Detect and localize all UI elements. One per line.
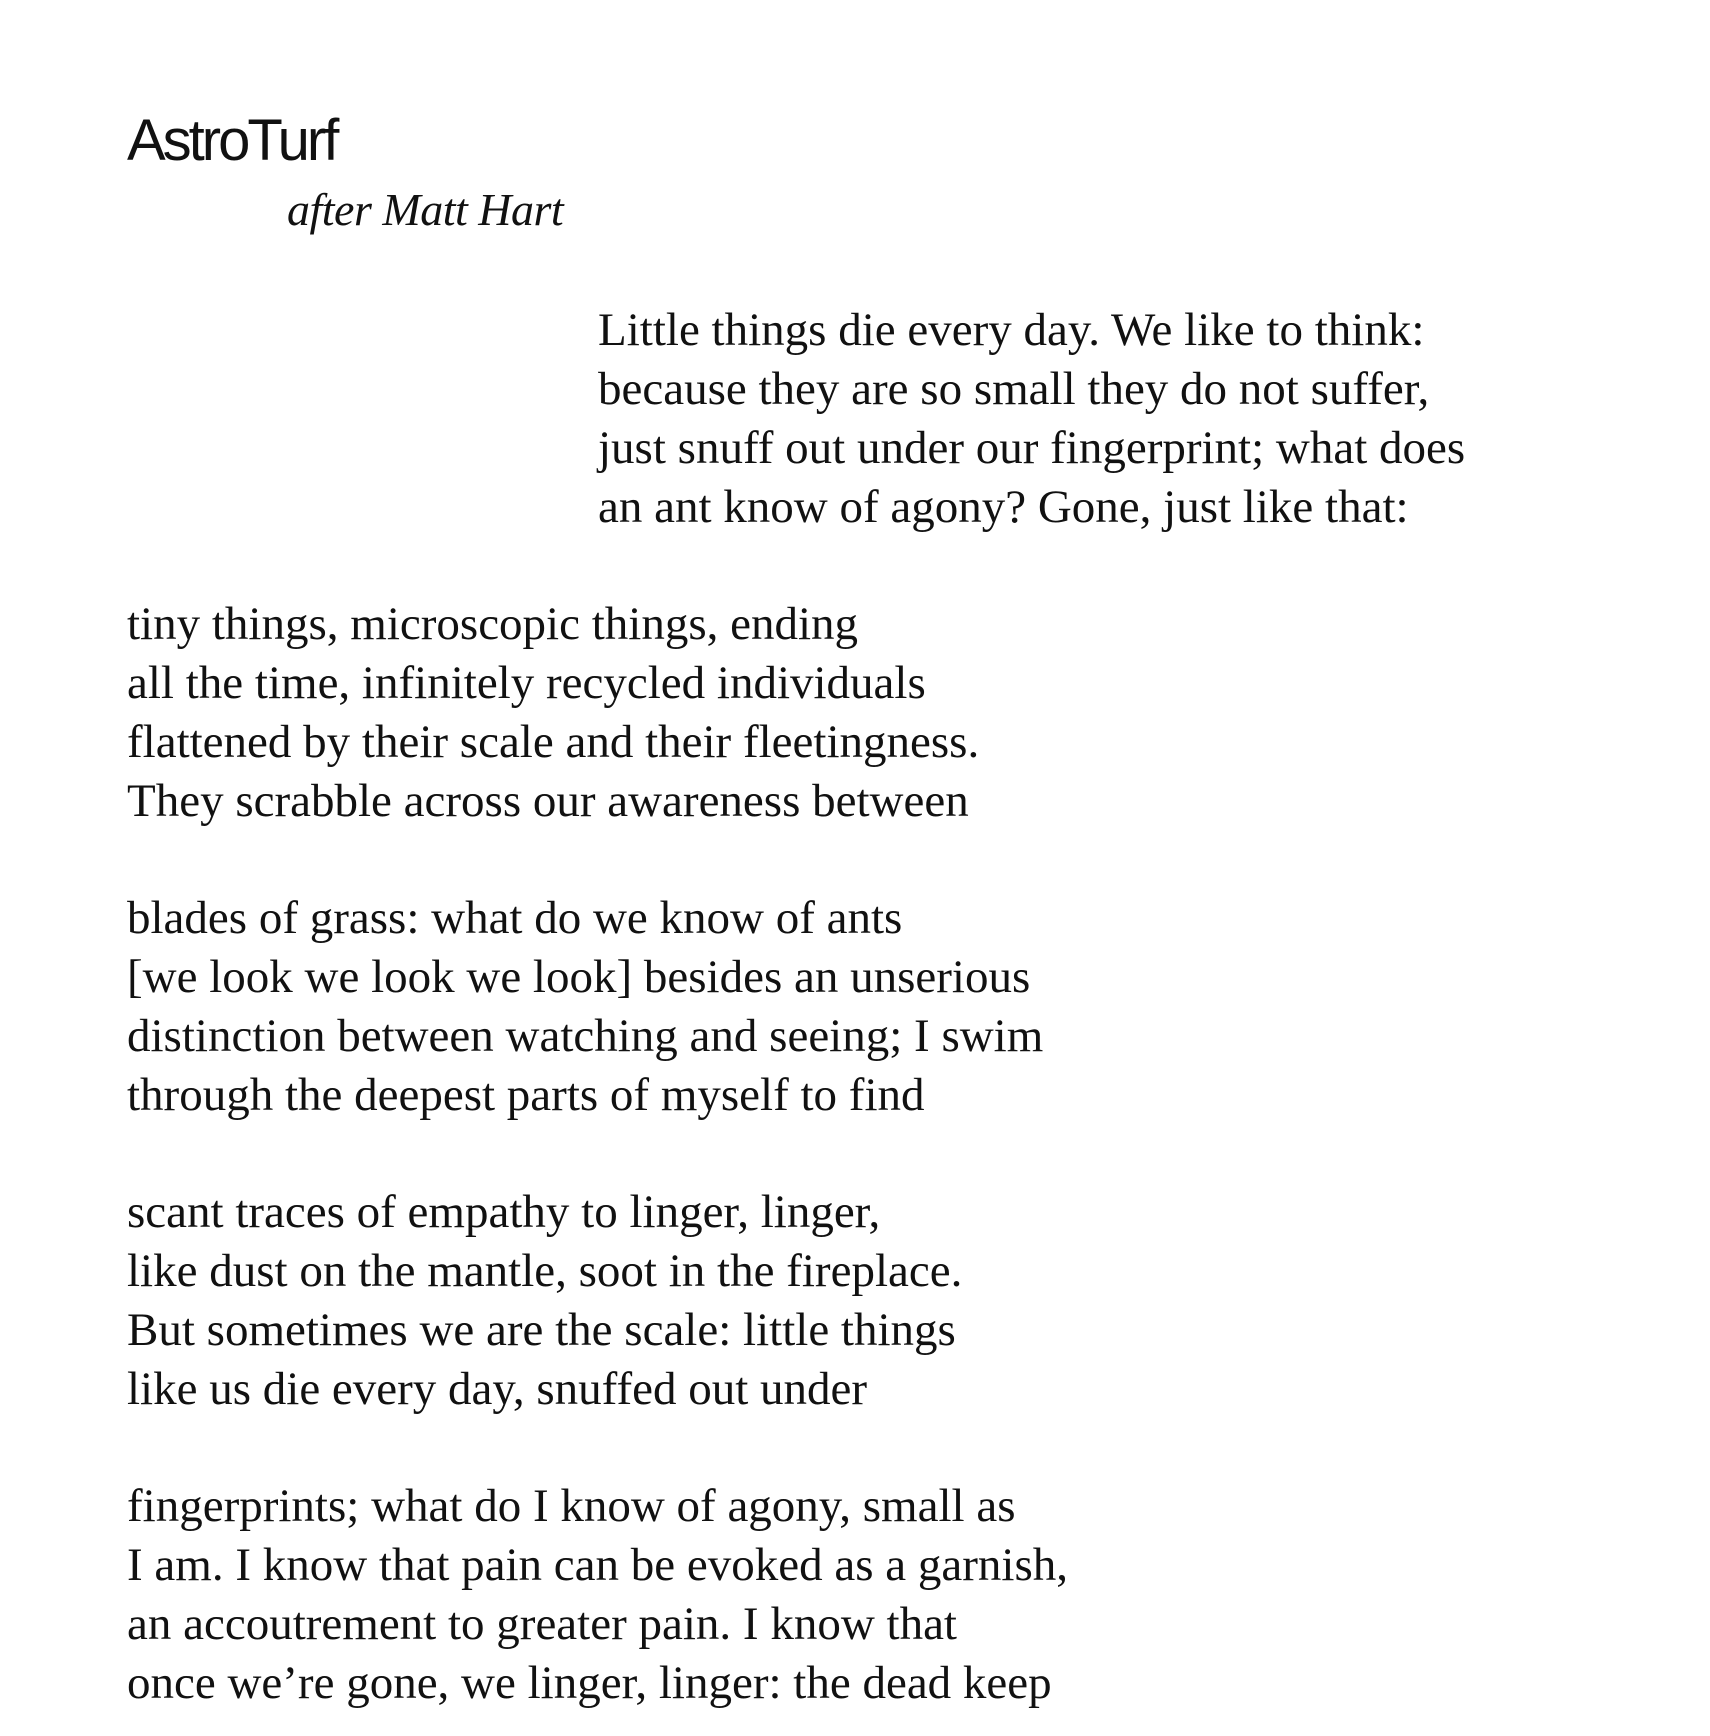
stanza-2 [127, 595, 979, 831]
poem-line: scant traces of empathy to linger, linger, [127, 1186, 881, 1238]
stanza-1 [598, 301, 1465, 537]
poem-line: [we look we look we look] besides an unserious [127, 951, 1031, 1003]
poem-line: fingerprints; what do I know of agony, small as [127, 1480, 1016, 1532]
poem-line: because they are so small they do not suffer, [598, 363, 1430, 415]
poem-line: once we’re gone, we linger, linger: the dead keep [127, 1657, 1052, 1709]
poem-line: But sometimes we are the scale: little things [127, 1304, 956, 1356]
poem-line: an accoutrement to greater pain. I know that [127, 1598, 957, 1650]
poem-line: like us die every day, snuffed out under [127, 1363, 868, 1415]
poem-dedication: after Matt Hart [287, 184, 564, 235]
poem-line: through the deepest parts of myself to find [127, 1069, 925, 1121]
poem-line: just snuff out under our fingerprint; what does [598, 422, 1466, 474]
stanza-4 [127, 1183, 962, 1419]
poem-line: distinction between watching and seeing; I swim [127, 1010, 1044, 1062]
poem-title: AstroTurf [127, 108, 337, 173]
poem-line: tiny things, microscopic things, ending [127, 598, 859, 650]
poem-line: like dust on the mantle, soot in the fireplace. [127, 1245, 963, 1297]
poem-line: all the time, infinitely recycled individuals [127, 657, 926, 709]
stanza-5 [127, 1477, 1068, 1713]
poem-line: They scrabble across our awareness between [127, 775, 969, 827]
poem-line: flattened by their scale and their fleetingness. [127, 716, 980, 768]
poem-line: blades of grass: what do we know of ants [127, 892, 903, 944]
poem-line: I am. I know that pain can be evoked as a garnish, [127, 1539, 1068, 1591]
poem-line: Little things die every day. We like to think: [598, 304, 1425, 356]
stanza-3 [127, 889, 1043, 1125]
poem-line: an ant know of agony? Gone, just like that: [598, 481, 1409, 533]
